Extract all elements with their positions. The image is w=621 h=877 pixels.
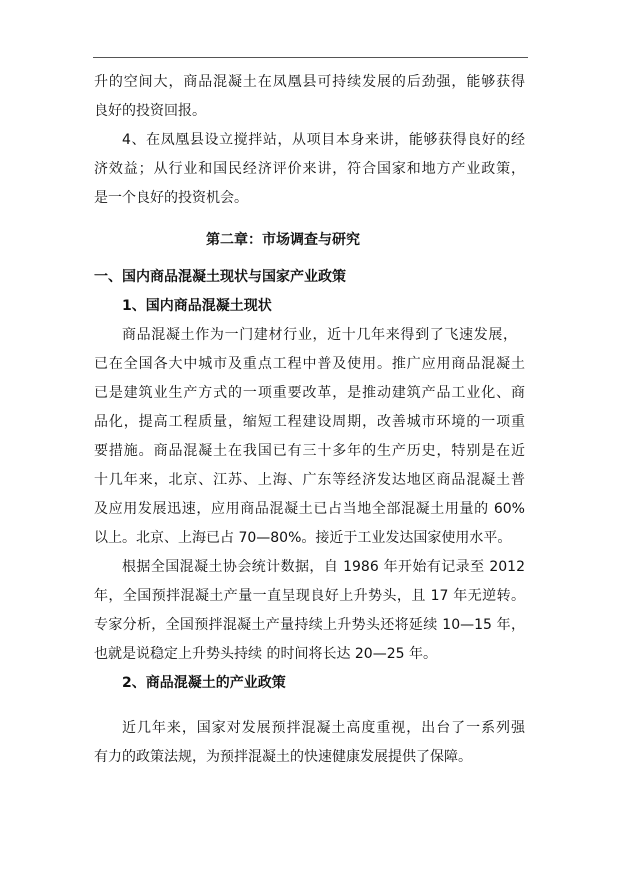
subsection-heading: 2、商品混凝土的产业政策 <box>122 675 286 691</box>
text-line: 商品混凝土作为一门建材行业，近十几年来得到了飞速发展， <box>122 327 517 343</box>
subsection-heading: 1、国内商品混凝土现状 <box>122 298 272 314</box>
text-line: 良好的投资回报。 <box>94 103 206 119</box>
text-line: 十几年来，北京、江苏、上海、广东等经济发达地区商品混凝土普 <box>94 472 525 488</box>
text-line: 已是建筑业生产方式的一项重要改革，是推动建筑产品工业化、商 <box>94 385 525 401</box>
chapter-title: 第二章：市场调查与研究 <box>206 232 360 248</box>
text-line: 也就是说稳定上升势头持续 的时间将长达 20—25 年。 <box>94 646 437 662</box>
text-line: 以上。北京、上海已占 70—80%。接近于工业发达国家使用水平。 <box>94 530 512 546</box>
text-line: 近几年来，国家对发展预拌混凝土高度重视，出台了一系列强 <box>122 720 525 736</box>
text-line: 济效益；从行业和国民经济评价来讲，符合国家和地方产业政策， <box>94 161 525 177</box>
header-rule <box>93 57 528 58</box>
text-line: 有力的政策法规，为预拌混凝土的快速健康发展提供了保障。 <box>94 749 472 765</box>
text-line: 4、在凤凰县设立搅拌站，从项目本身来讲，能够获得良好的经 <box>122 132 525 148</box>
text-line: 根据全国混凝土协会统计数据，自 1986 年开始有记录至 2012 <box>122 559 525 575</box>
text-line: 专家分析，全国预拌混凝土产量持续上升势头还将延续 10—15 年， <box>94 617 525 633</box>
text-line: 要措施。商品混凝土在我国已有三十多年的生产历史，特别是在近 <box>94 443 525 459</box>
section-heading: 一、国内商品混凝土现状与国家产业政策 <box>94 269 346 285</box>
text-line: 品化，提高工程质量，缩短工程建设周期，改善城市环境的一项重 <box>94 414 525 430</box>
text-line: 及应用发展迅速，应用商品混凝土已占当地全部混凝土用量的 60% <box>94 501 525 517</box>
text-line: 已在全国各大中城市及重点工程中普及使用。推广应用商品混凝土 <box>94 356 525 372</box>
text-line: 年，全国预拌混凝土产量一直呈现良好上升势头，且 17 年无逆转。 <box>94 588 525 604</box>
text-line: 升的空间大，商品混凝土在凤凰县可持续发展的后劲强，能够获得 <box>94 74 525 90</box>
text-line: 是一个良好的投资机会。 <box>94 190 248 206</box>
